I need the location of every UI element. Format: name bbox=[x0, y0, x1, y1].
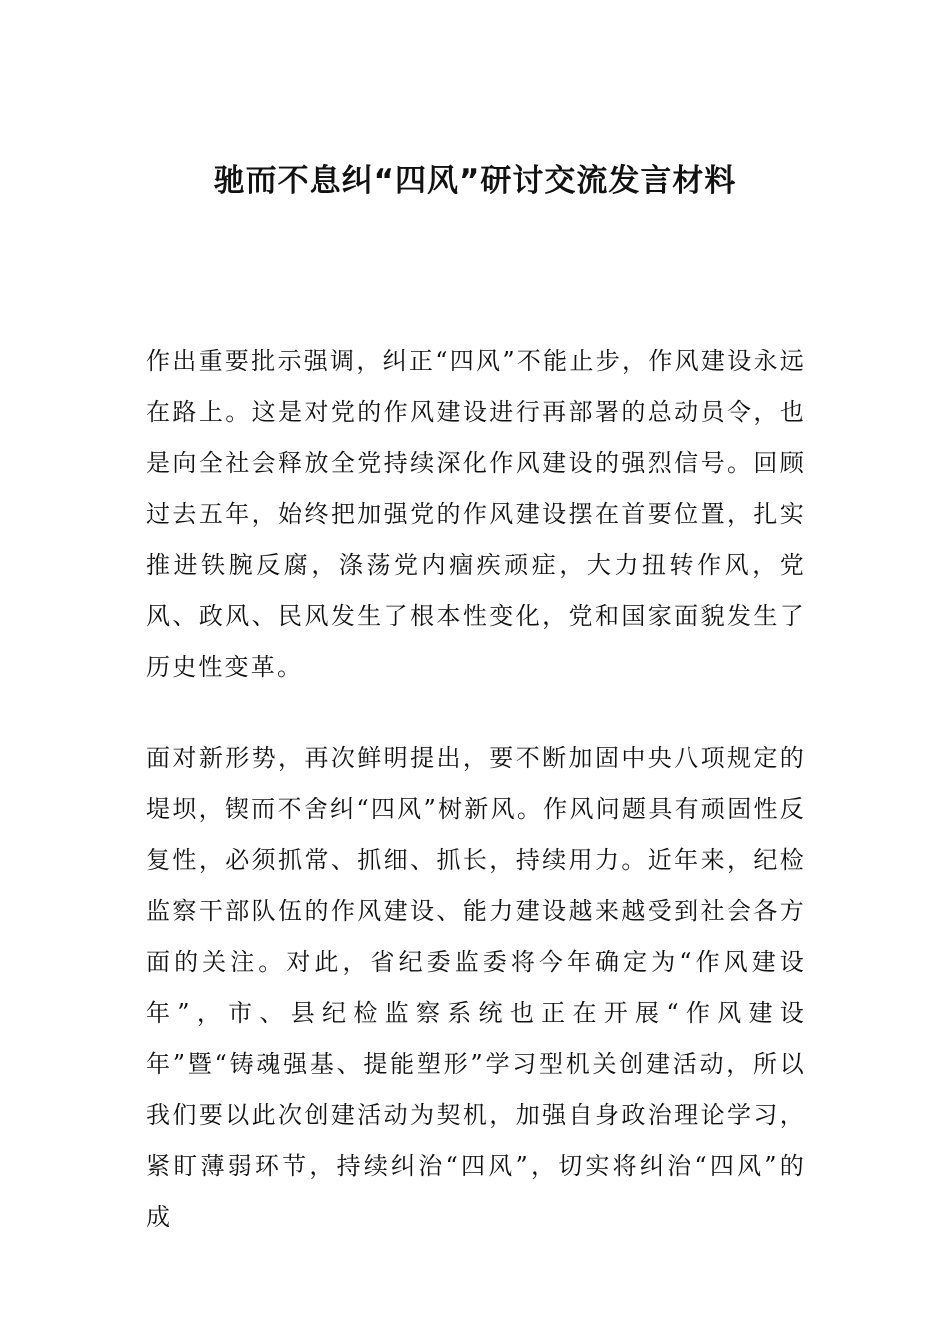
paragraph-1: 作出重要批示强调，纠正“四风”不能止步，作风建设永远在路上。这是对党的作风建设进行再部署的总动员令，也是向全社会释放全党持续深化作风建设的强烈信号。回顾过去五年，始终把加强党的作风建设摆在首要位置，扎实推进铁腕反腐，涤荡党内痼疾顽症，大力扭转作风，党风、政风、民风发生了根本性变化，党和国家面貌发生了历史性变革。 bbox=[146, 347, 806, 681]
paragraph-2: 面对新形势，再次鲜明提出，要不断加固中央八项规定的堤坝，锲而不舍纠“四风”树新风。作风问题具有顽固性反复性，必须抓常、抓细、抓长，持续用力。近年来，纪检监察干部队伍的作风建设、能力建设越来越受到社会各方面的关注。对此，省纪委监委将今年确定为“作风建设年”，市、县纪检监察系统也正在开展“作风建设年”暨“铸魂强基、提能塑形”学习型机关创建活动，所以我们要以此次创建活动为契机，加强自身政治理论学习，紧盯薄弱环节，持续纠治“四风”，切实将纠治“四风”的成 bbox=[146, 744, 806, 1231]
document-title: 驰而不息纠“四风”研讨交流发言材料 bbox=[213, 163, 737, 199]
